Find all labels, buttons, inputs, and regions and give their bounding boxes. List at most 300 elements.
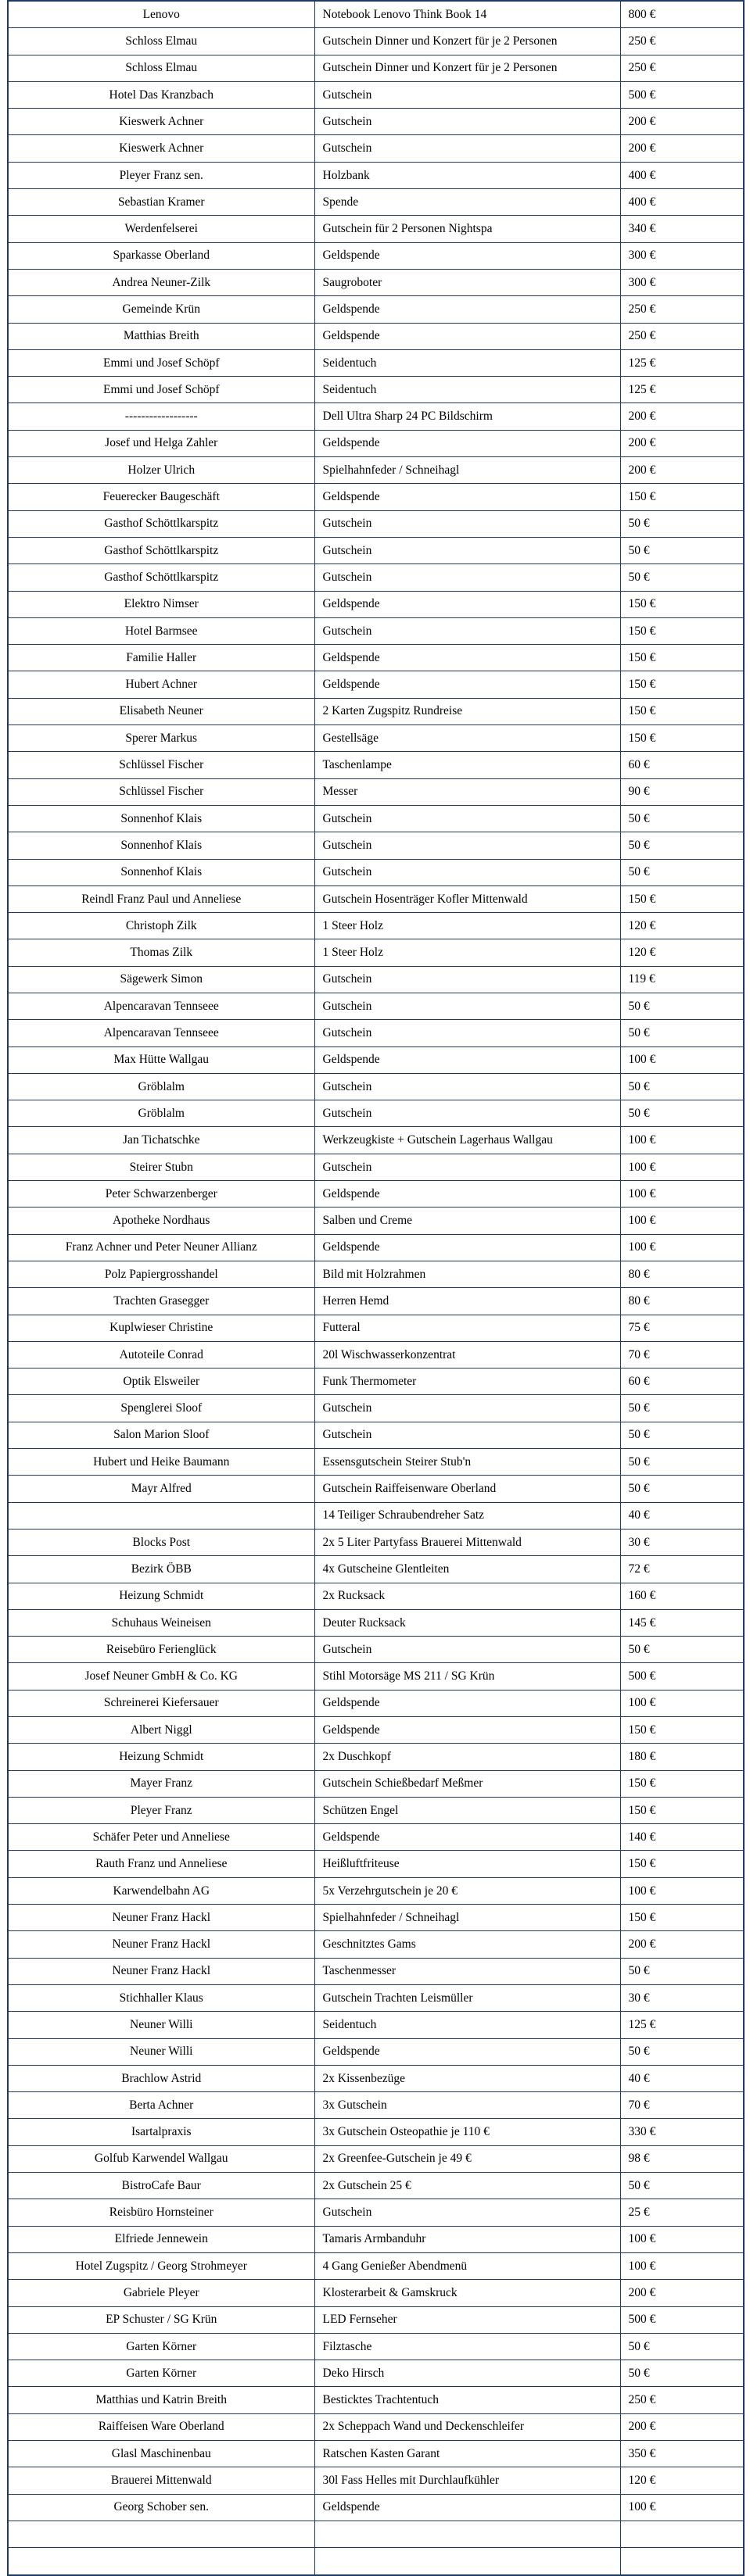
item-cell: Geschnitztes Gams xyxy=(314,1931,620,1958)
table-row xyxy=(8,591,744,617)
item-cell: Gutschein xyxy=(314,564,620,591)
item-cell xyxy=(314,2521,620,2547)
table-row xyxy=(8,1422,744,1448)
table-row xyxy=(8,1073,744,1100)
item-cell xyxy=(314,2548,620,2575)
donor-cell: Heizung Schmidt xyxy=(8,1744,314,1770)
item-cell: Gutschein Hosenträger Kofler Mittenwald xyxy=(314,886,620,912)
amount-cell: 300 € xyxy=(620,269,744,295)
donor-cell: Gasthof Schöttlkarspitz xyxy=(8,510,314,537)
item-cell: 2x Rucksack xyxy=(314,1583,620,1609)
amount-cell: 50 € xyxy=(620,993,744,1019)
amount-cell: 50 € xyxy=(620,1020,744,1046)
donor-cell: Sonnenhof Klais xyxy=(8,805,314,832)
donor-cell: Emmi und Josef Schöpf xyxy=(8,377,314,403)
table-row xyxy=(8,2548,744,2575)
amount-cell: 250 € xyxy=(620,2387,744,2413)
donor-cell: Kuplwieser Christine xyxy=(8,1315,314,1341)
item-cell: Ratschen Kasten Garant xyxy=(314,2441,620,2467)
donor-cell: Golfub Karwendel Wallgau xyxy=(8,2145,314,2172)
donor-cell: Neuner Willi xyxy=(8,2038,314,2065)
table-row xyxy=(8,1181,744,1208)
donor-cell: Familie Haller xyxy=(8,645,314,671)
table-row xyxy=(8,1609,744,1636)
item-cell: Gutschein Dinner und Konzert für je 2 Personen xyxy=(314,55,620,81)
donor-cell: Garten Körner xyxy=(8,2333,314,2360)
donor-cell: Sägewerk Simon xyxy=(8,966,314,993)
donor-cell: Rauth Franz und Anneliese xyxy=(8,1851,314,1877)
amount-cell: 140 € xyxy=(620,1824,744,1851)
table-row xyxy=(8,1476,744,1502)
amount-cell: 50 € xyxy=(620,1395,744,1422)
amount-cell: 100 € xyxy=(620,1690,744,1716)
item-cell: Geldspende xyxy=(314,323,620,349)
table-row xyxy=(8,1931,744,1958)
table-row xyxy=(8,2413,744,2440)
item-cell: Gutschein xyxy=(314,1637,620,1663)
table-row xyxy=(8,859,744,886)
donor-cell: Reisbüro Hornsteiner xyxy=(8,2199,314,2226)
table-row xyxy=(8,81,744,108)
item-cell: Gutschein Trachten Leismüller xyxy=(314,1984,620,2011)
donor-cell: Elfriede Jennewein xyxy=(8,2226,314,2252)
amount-cell: 120 € xyxy=(620,939,744,966)
table-row xyxy=(8,2119,744,2145)
donor-cell: Gröblalm xyxy=(8,1073,314,1100)
item-cell: Gutschein xyxy=(314,993,620,1019)
donor-cell: Gasthof Schöttlkarspitz xyxy=(8,537,314,564)
donor-cell: Franz Achner und Peter Neuner Allianz xyxy=(8,1234,314,1261)
item-cell: Gutschein xyxy=(314,1422,620,1448)
item-cell: 4x Gutscheine Glentleiten xyxy=(314,1556,620,1583)
amount-cell: 50 € xyxy=(620,859,744,886)
donor-cell: Trachten Grasegger xyxy=(8,1288,314,1315)
donor-cell: Schäfer Peter und Anneliese xyxy=(8,1824,314,1851)
amount-cell: 80 € xyxy=(620,1288,744,1315)
item-cell: Geldspende xyxy=(314,2038,620,2065)
amount-cell: 50 € xyxy=(620,1449,744,1476)
item-cell: Gutschein xyxy=(314,1395,620,1422)
item-cell: Gutschein xyxy=(314,2199,620,2226)
amount-cell: 400 € xyxy=(620,189,744,216)
item-cell: Messer xyxy=(314,778,620,805)
item-cell: 2 Karten Zugspitz Rundreise xyxy=(314,698,620,724)
donor-cell: Georg Schober sen. xyxy=(8,2494,314,2521)
amount-cell: 50 € xyxy=(620,805,744,832)
donor-cell: Schlüssel Fischer xyxy=(8,752,314,778)
amount-cell xyxy=(620,2548,744,2575)
table-row xyxy=(8,671,744,698)
donor-cell: Feuerecker Baugeschäft xyxy=(8,484,314,510)
amount-cell: 250 € xyxy=(620,28,744,55)
table-row xyxy=(8,403,744,430)
item-cell: 5x Verzehrgutschein je 20 € xyxy=(314,1877,620,1904)
amount-cell: 150 € xyxy=(620,698,744,724)
amount-cell: 50 € xyxy=(620,1422,744,1448)
table-row xyxy=(8,805,744,832)
amount-cell: 100 € xyxy=(620,2252,744,2279)
donor-cell: Max Hütte Wallgau xyxy=(8,1046,314,1073)
donor-cell: Berta Achner xyxy=(8,2092,314,2119)
item-cell: 2x Greenfee-Gutschein je 49 € xyxy=(314,2145,620,2172)
table-row xyxy=(8,1958,744,1984)
table-row xyxy=(8,1744,744,1770)
item-cell: Schützen Engel xyxy=(314,1797,620,1823)
donation-table-body xyxy=(8,1,744,2575)
donor-cell: Werdenfelserei xyxy=(8,216,314,242)
donor-cell: Autoteile Conrad xyxy=(8,1341,314,1368)
amount-cell: 30 € xyxy=(620,1529,744,1555)
donor-cell: Apotheke Nordhaus xyxy=(8,1208,314,1234)
item-cell: Taschenmesser xyxy=(314,1958,620,1984)
item-cell: Gutschein xyxy=(314,859,620,886)
amount-cell: 200 € xyxy=(620,2413,744,2440)
amount-cell: 120 € xyxy=(620,913,744,939)
table-row xyxy=(8,1020,744,1046)
table-row xyxy=(8,1261,744,1287)
donor-cell: Karwendelbahn AG xyxy=(8,1877,314,1904)
table-row xyxy=(8,2306,744,2333)
donor-cell: Peter Schwarzenberger xyxy=(8,1181,314,1208)
table-row xyxy=(8,1877,744,1904)
donor-cell: Glasl Maschinenbau xyxy=(8,2441,314,2467)
amount-cell: 160 € xyxy=(620,1583,744,1609)
donor-cell: Raiffeisen Ware Oberland xyxy=(8,2413,314,2440)
amount-cell: 50 € xyxy=(620,832,744,859)
table-row xyxy=(8,2173,744,2199)
amount-cell: 98 € xyxy=(620,2145,744,2172)
table-row xyxy=(8,1315,744,1341)
donor-cell: Polz Papiergrosshandel xyxy=(8,1261,314,1287)
table-row xyxy=(8,242,744,269)
table-row xyxy=(8,966,744,993)
donor-cell: Gröblalm xyxy=(8,1100,314,1127)
donor-cell: Alpencaravan Tennseee xyxy=(8,1020,314,1046)
amount-cell: 100 € xyxy=(620,1046,744,1073)
item-cell: 30l Fass Helles mit Durchlaufkühler xyxy=(314,2467,620,2494)
table-row xyxy=(8,296,744,323)
item-cell: Geldspende xyxy=(314,242,620,269)
donor-cell: Brachlow Astrid xyxy=(8,2065,314,2091)
amount-cell: 150 € xyxy=(620,1797,744,1823)
table-row xyxy=(8,1637,744,1663)
item-cell: Salben und Creme xyxy=(314,1208,620,1234)
table-row xyxy=(8,1556,744,1583)
item-cell: 2x Gutschein 25 € xyxy=(314,2173,620,2199)
donor-cell: Heizung Schmidt xyxy=(8,1583,314,1609)
item-cell: Gutschein xyxy=(314,135,620,162)
table-row xyxy=(8,1851,744,1877)
table-row xyxy=(8,1502,744,1529)
table-row xyxy=(8,1529,744,1555)
amount-cell: 80 € xyxy=(620,1261,744,1287)
amount-cell: 150 € xyxy=(620,1905,744,1931)
item-cell: Spielhahnfeder / Schneihagl xyxy=(314,457,620,484)
table-row xyxy=(8,939,744,966)
donor-cell: Christoph Zilk xyxy=(8,913,314,939)
amount-cell: 125 € xyxy=(620,349,744,376)
table-row xyxy=(8,2467,744,2494)
item-cell: Gutschein xyxy=(314,1020,620,1046)
donor-cell: Gasthof Schöttlkarspitz xyxy=(8,564,314,591)
donor-cell: Brauerei Mittenwald xyxy=(8,2467,314,2494)
item-cell: Gutschein Schießbedarf Meßmer xyxy=(314,1770,620,1797)
table-row xyxy=(8,1770,744,1797)
amount-cell: 50 € xyxy=(620,2333,744,2360)
item-cell: Seidentuch xyxy=(314,2012,620,2038)
item-cell: 4 Gang Genießer Abendmenü xyxy=(314,2252,620,2279)
table-row xyxy=(8,55,744,81)
amount-cell: 800 € xyxy=(620,1,744,28)
item-cell: 14 Teiliger Schraubendreher Satz xyxy=(314,1502,620,1529)
table-row xyxy=(8,1046,744,1073)
donor-cell: Josef Neuner GmbH & Co. KG xyxy=(8,1663,314,1690)
table-row xyxy=(8,430,744,456)
table-row xyxy=(8,2226,744,2252)
donor-cell: Neuner Willi xyxy=(8,2012,314,2038)
item-cell: Gestellsäge xyxy=(314,725,620,752)
item-cell: Gutschein xyxy=(314,1100,620,1127)
donor-cell: Hotel Barmsee xyxy=(8,617,314,644)
amount-cell: 50 € xyxy=(620,564,744,591)
table-row xyxy=(8,2038,744,2065)
item-cell: Geldspende xyxy=(314,2494,620,2521)
amount-cell: 150 € xyxy=(620,617,744,644)
amount-cell: 50 € xyxy=(620,1073,744,1100)
item-cell: Dell Ultra Sharp 24 PC Bildschirm xyxy=(314,403,620,430)
donor-cell: Hotel Zugspitz / Georg Strohmeyer xyxy=(8,2252,314,2279)
table-row xyxy=(8,1208,744,1234)
amount-cell: 330 € xyxy=(620,2119,744,2145)
amount-cell: 50 € xyxy=(620,537,744,564)
amount-cell: 100 € xyxy=(620,1181,744,1208)
table-row xyxy=(8,1341,744,1368)
item-cell: Geldspende xyxy=(314,1234,620,1261)
table-row xyxy=(8,913,744,939)
table-row xyxy=(8,484,744,510)
table-row xyxy=(8,886,744,912)
donor-cell xyxy=(8,1502,314,1529)
table-row xyxy=(8,323,744,349)
amount-cell: 70 € xyxy=(620,2092,744,2119)
item-cell: Geldspende xyxy=(314,671,620,698)
table-row xyxy=(8,1127,744,1154)
donor-cell xyxy=(8,2521,314,2547)
item-cell: Gutschein xyxy=(314,537,620,564)
item-cell: Geldspende xyxy=(314,430,620,456)
donor-cell: Stichhaller Klaus xyxy=(8,1984,314,2011)
donor-cell: Neuner Franz Hackl xyxy=(8,1958,314,1984)
donor-cell: Schloss Elmau xyxy=(8,55,314,81)
amount-cell: 500 € xyxy=(620,1663,744,1690)
item-cell: Futteral xyxy=(314,1315,620,1341)
amount-cell: 50 € xyxy=(620,1476,744,1502)
item-cell: 1 Steer Holz xyxy=(314,939,620,966)
item-cell: Saugroboter xyxy=(314,269,620,295)
item-cell: Gutschein xyxy=(314,1154,620,1180)
donor-cell: Garten Körner xyxy=(8,2360,314,2387)
table-row xyxy=(8,1154,744,1180)
item-cell: Geldspende xyxy=(314,296,620,323)
donor-cell: Hotel Das Kranzbach xyxy=(8,81,314,108)
amount-cell: 119 € xyxy=(620,966,744,993)
donor-cell: Schreinerei Kiefersauer xyxy=(8,1690,314,1716)
item-cell: Gutschein xyxy=(314,832,620,859)
donor-cell: Hubert Achner xyxy=(8,671,314,698)
donor-cell: Gabriele Pleyer xyxy=(8,2280,314,2306)
item-cell: Gutschein xyxy=(314,1073,620,1100)
table-row xyxy=(8,2065,744,2091)
donor-cell: Sebastian Kramer xyxy=(8,189,314,216)
donor-cell: Elektro Nimser xyxy=(8,591,314,617)
item-cell: Heißluftfriteuse xyxy=(314,1851,620,1877)
amount-cell: 72 € xyxy=(620,1556,744,1583)
amount-cell: 100 € xyxy=(620,1208,744,1234)
amount-cell: 150 € xyxy=(620,645,744,671)
amount-cell: 120 € xyxy=(620,2467,744,2494)
item-cell: Funk Thermometer xyxy=(314,1368,620,1395)
table-row xyxy=(8,2494,744,2521)
item-cell: LED Fernseher xyxy=(314,2306,620,2333)
amount-cell: 100 € xyxy=(620,1154,744,1180)
item-cell: 3x Gutschein xyxy=(314,2092,620,2119)
item-cell: Filztasche xyxy=(314,2333,620,2360)
donor-cell: Reisebüro Ferienglück xyxy=(8,1637,314,1663)
item-cell: Seidentuch xyxy=(314,377,620,403)
table-row xyxy=(8,1717,744,1744)
amount-cell: 50 € xyxy=(620,2360,744,2387)
item-cell: Geldspende xyxy=(314,1824,620,1851)
table-row xyxy=(8,2387,744,2413)
table-row xyxy=(8,993,744,1019)
amount-cell: 70 € xyxy=(620,1341,744,1368)
table-row xyxy=(8,1905,744,1931)
donor-cell: Schlüssel Fischer xyxy=(8,778,314,805)
table-row xyxy=(8,2441,744,2467)
amount-cell: 150 € xyxy=(620,671,744,698)
table-row xyxy=(8,698,744,724)
table-row xyxy=(8,216,744,242)
donor-cell: Neuner Franz Hackl xyxy=(8,1931,314,1958)
table-row xyxy=(8,1,744,28)
amount-cell: 350 € xyxy=(620,2441,744,2467)
donor-cell: Pleyer Franz xyxy=(8,1797,314,1823)
item-cell: 20l Wischwasserkonzentrat xyxy=(314,1341,620,1368)
table-row xyxy=(8,28,744,55)
donor-cell: Steirer Stubn xyxy=(8,1154,314,1180)
item-cell: Seidentuch xyxy=(314,349,620,376)
table-row xyxy=(8,1449,744,1476)
table-row xyxy=(8,510,744,537)
table-row xyxy=(8,832,744,859)
table-row xyxy=(8,2012,744,2038)
item-cell: Geldspende xyxy=(314,591,620,617)
table-row xyxy=(8,162,744,188)
item-cell: Gutschein xyxy=(314,805,620,832)
item-cell: Holzbank xyxy=(314,162,620,188)
donor-cell: Sperer Markus xyxy=(8,725,314,752)
table-row xyxy=(8,1288,744,1315)
donor-cell: Blocks Post xyxy=(8,1529,314,1555)
table-row xyxy=(8,2521,744,2547)
donor-cell: Gemeinde Krün xyxy=(8,296,314,323)
amount-cell: 25 € xyxy=(620,2199,744,2226)
donor-cell: Bezirk ÖBB xyxy=(8,1556,314,1583)
donor-cell: Elisabeth Neuner xyxy=(8,698,314,724)
amount-cell: 250 € xyxy=(620,323,744,349)
donor-cell: Neuner Franz Hackl xyxy=(8,1905,314,1931)
donor-cell: Schloss Elmau xyxy=(8,28,314,55)
donor-cell: EP Schuster / SG Krün xyxy=(8,2306,314,2333)
table-row xyxy=(8,1100,744,1127)
amount-cell: 100 € xyxy=(620,1127,744,1154)
amount-cell: 150 € xyxy=(620,1717,744,1744)
table-row xyxy=(8,778,744,805)
donor-cell xyxy=(8,2548,314,2575)
donor-cell: Kieswerk Achner xyxy=(8,109,314,135)
amount-cell: 150 € xyxy=(620,1770,744,1797)
item-cell: Spielhahnfeder / Schneihagl xyxy=(314,1905,620,1931)
donor-cell: Mayr Alfred xyxy=(8,1476,314,1502)
item-cell: Gutschein xyxy=(314,81,620,108)
item-cell: Taschenlampe xyxy=(314,752,620,778)
item-cell: Deuter Rucksack xyxy=(314,1609,620,1636)
amount-cell: 500 € xyxy=(620,81,744,108)
table-row xyxy=(8,1824,744,1851)
table-row xyxy=(8,1395,744,1422)
item-cell: Geldspende xyxy=(314,645,620,671)
donor-cell: Schuhaus Weineisen xyxy=(8,1609,314,1636)
amount-cell: 340 € xyxy=(620,216,744,242)
amount-cell: 150 € xyxy=(620,484,744,510)
donor-cell: Sonnenhof Klais xyxy=(8,832,314,859)
amount-cell: 200 € xyxy=(620,135,744,162)
donor-cell: Spenglerei Sloof xyxy=(8,1395,314,1422)
donor-cell: Kieswerk Achner xyxy=(8,135,314,162)
item-cell: Geldspende xyxy=(314,1717,620,1744)
item-cell: 2x Scheppach Wand und Deckenschleifer xyxy=(314,2413,620,2440)
amount-cell: 150 € xyxy=(620,1851,744,1877)
donor-cell: Emmi und Josef Schöpf xyxy=(8,349,314,376)
item-cell: Essensgutschein Steirer Stub'n xyxy=(314,1449,620,1476)
amount-cell: 250 € xyxy=(620,296,744,323)
item-cell: Gutschein für 2 Personen Nightspa xyxy=(314,216,620,242)
item-cell: Geldspende xyxy=(314,1181,620,1208)
donor-cell: Mayer Franz xyxy=(8,1770,314,1797)
item-cell: 2x Kissenbezüge xyxy=(314,2065,620,2091)
donor-cell: ------------------ xyxy=(8,403,314,430)
donor-cell: Alpencaravan Tennseee xyxy=(8,993,314,1019)
item-cell: Gutschein xyxy=(314,966,620,993)
table-row xyxy=(8,269,744,295)
amount-cell: 180 € xyxy=(620,1744,744,1770)
donor-cell: Optik Elsweiler xyxy=(8,1368,314,1395)
table-row xyxy=(8,1690,744,1716)
donor-cell: Jan Tichatschke xyxy=(8,1127,314,1154)
table-row xyxy=(8,1663,744,1690)
table-row xyxy=(8,537,744,564)
donor-cell: Matthias und Katrin Breith xyxy=(8,2387,314,2413)
donation-table xyxy=(7,0,745,2576)
donor-cell: Josef und Helga Zahler xyxy=(8,430,314,456)
table-row xyxy=(8,725,744,752)
donor-cell: Salon Marion Sloof xyxy=(8,1422,314,1448)
amount-cell: 50 € xyxy=(620,2038,744,2065)
donor-cell: Isartalpraxis xyxy=(8,2119,314,2145)
item-cell: 3x Gutschein Osteopathie je 110 € xyxy=(314,2119,620,2145)
table-row xyxy=(8,2199,744,2226)
amount-cell: 60 € xyxy=(620,1368,744,1395)
